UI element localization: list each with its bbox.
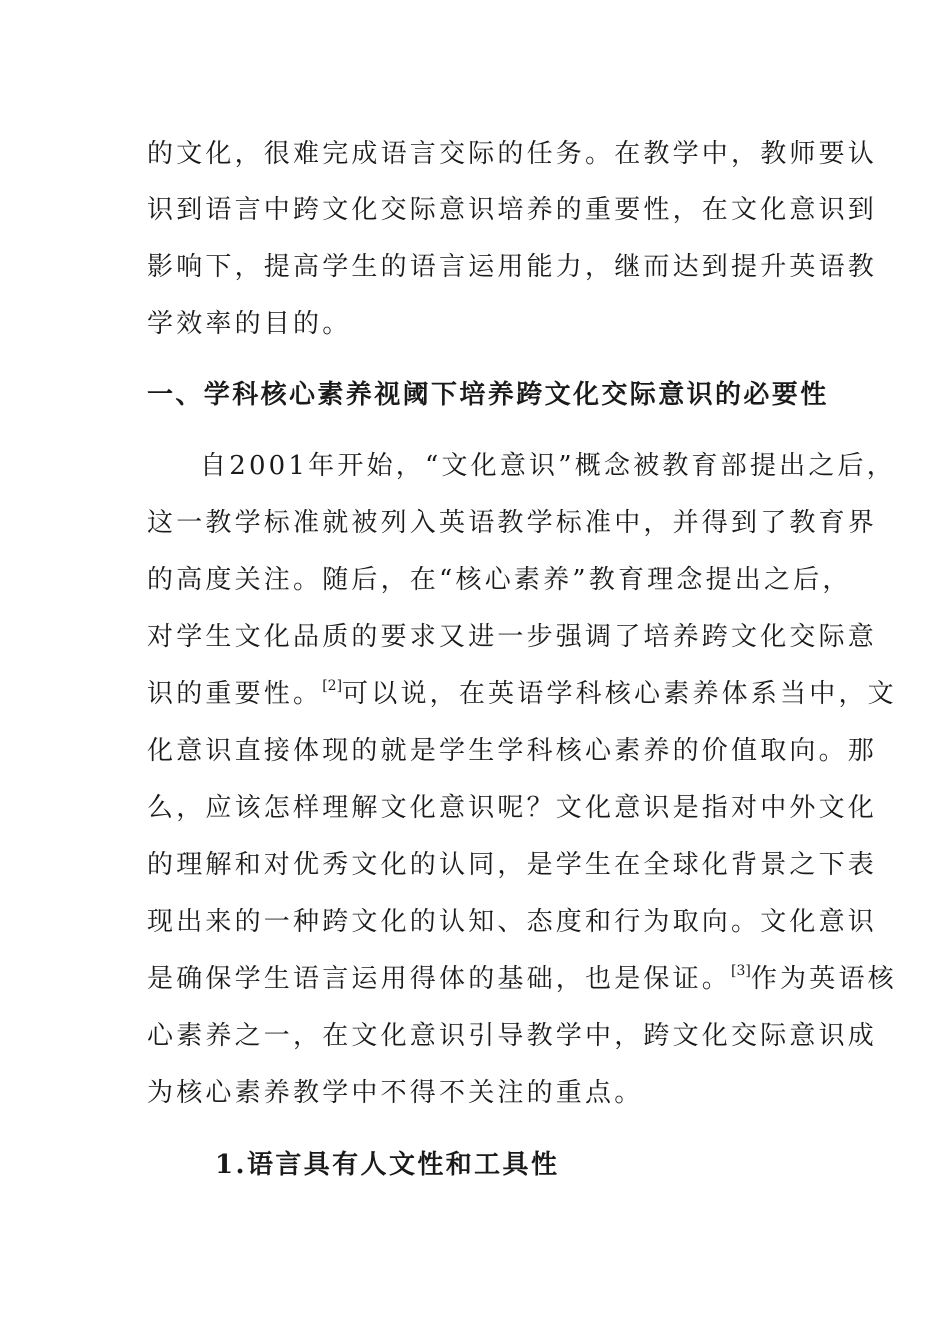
citation-3: [3] (731, 963, 751, 979)
body-line-8: 的理解和对优秀文化的认同，是学生在全球化背景之下表 (147, 850, 878, 880)
citation-2: [2] (322, 678, 343, 694)
subsection-heading: 1.语言具有人文性和工具性 (215, 1150, 560, 1180)
body-line-5-start: 识的重要性。 (147, 679, 323, 709)
intro-line-2: 识到语言中跨文化交际意识培养的重要性，在文化意识到 (147, 195, 878, 225)
intro-line-4: 学效率的目的。 (147, 309, 352, 339)
intro-line-3: 影响下，提高学生的语言运用能力，继而达到提升英语教 (147, 252, 878, 282)
body-line-4: 对学生文化品质的要求又进一步强调了培养跨文化交际意 (147, 622, 878, 652)
body-line-3: 的高度关注。随后，在“核心素养”教育理念提出之后， (147, 565, 852, 595)
body-line-2: 这一教学标准就被列入英语教学标准中，并得到了教育界 (147, 508, 878, 538)
body-line-5-end: 可以说，在英语学科核心素养体系当中，文 (342, 679, 897, 709)
body-line-7: 么，应该怎样理解文化意识呢？文化意识是指对中外文化 (147, 793, 878, 823)
body-line-10-start: 是确保学生语言运用得体的基础，也是保证。 (147, 964, 732, 994)
body-line-10 (147, 962, 897, 996)
body-line-5 (147, 677, 897, 711)
body-line-1: 自2001年开始，“文化意识”概念被教育部提出之后， (200, 451, 896, 481)
body-line-11: 心素养之一，在文化意识引导教学中，跨文化交际意识成 (147, 1021, 878, 1051)
body-line-6: 化意识直接体现的就是学生学科核心素养的价值取向。那 (147, 736, 878, 766)
body-line-9: 现出来的一种跨文化的认知、态度和行为取向。文化意识 (147, 907, 878, 937)
body-line-12: 为核心素养教学中不得不关注的重点。 (147, 1078, 644, 1108)
body-line-10-end: 作为英语核 (750, 964, 897, 994)
section-heading: 一、学科核心素养视阈下培养跨文化交际意识的必要性 (147, 380, 829, 410)
intro-line-1: 的文化，很难完成语言交际的任务。在教学中，教师要认 (147, 139, 878, 169)
